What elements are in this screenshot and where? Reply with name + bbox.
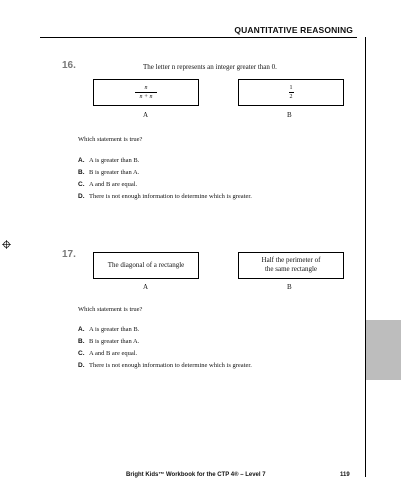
fraction-bar [135, 92, 157, 93]
option-letter: B. [78, 169, 85, 176]
option-text: A and B are equal. [89, 181, 138, 188]
quantity-b-label: B [287, 283, 292, 291]
quantity-b-line-1: Half the perimeter of [261, 256, 321, 264]
option-text: A and B are equal. [89, 350, 138, 357]
quantity-b-box [238, 79, 344, 106]
quantity-b-line-2: the same rectangle [264, 265, 318, 273]
quantity-b-box [238, 252, 344, 279]
fraction-denominator: 2 [289, 94, 293, 100]
fraction-numerator: n [144, 85, 148, 91]
footer-book-title: Bright Kids™ Workbook for the CTP 4® – Level 7 [126, 472, 266, 478]
option-letter: A. [78, 326, 85, 333]
fraction-numerator: 1 [289, 85, 293, 91]
option-letter: D. [78, 193, 85, 200]
fraction-bar [289, 92, 294, 93]
option-text: B is greater than A. [89, 338, 140, 345]
quantity-a-text: The diagonal of a rectangle [107, 261, 185, 269]
question-16-number: 16. [62, 60, 76, 71]
question-17-options [78, 324, 252, 372]
fraction-denominator: n + n [139, 94, 153, 100]
quantity-b-label: B [287, 111, 292, 119]
quantity-a-box [93, 79, 199, 106]
quantity-a-label: A [143, 111, 149, 119]
option-letter: C. [78, 350, 85, 357]
question-16-options [78, 155, 252, 203]
option-letter: D. [78, 362, 85, 369]
page-number: 119 [340, 472, 350, 478]
option-text: B is greater than A. [89, 169, 140, 176]
answer-option[interactable] [78, 348, 252, 360]
option-text: There is not enough information to determine which is greater. [89, 362, 252, 369]
quantity-a-box [93, 252, 199, 279]
question-17-number: 17. [62, 249, 76, 260]
answer-option[interactable] [78, 191, 252, 203]
answer-option[interactable] [78, 336, 252, 348]
question-16-stem: The letter n represents an integer greater than 0. [143, 63, 277, 71]
option-letter: A. [78, 157, 85, 164]
answer-option[interactable] [78, 324, 252, 336]
option-letter: B. [78, 338, 85, 345]
margin-rule [365, 37, 366, 477]
registration-mark-icon [2, 240, 11, 249]
section-thumb-tab [366, 320, 401, 380]
quantity-a-label: A [143, 283, 149, 291]
quantity-b-fraction [239, 84, 343, 101]
option-letter: C. [78, 181, 85, 188]
quantity-a-fraction [94, 84, 198, 101]
answer-option[interactable] [78, 167, 252, 179]
option-text: A is greater than B. [89, 157, 140, 164]
answer-option[interactable] [78, 155, 252, 167]
section-title: QUANTITATIVE REASONING [234, 25, 353, 35]
question-17-prompt: Which statement is true? [78, 306, 143, 313]
header-rule [40, 37, 357, 38]
question-16-prompt: Which statement is true? [78, 136, 143, 143]
answer-option[interactable] [78, 360, 252, 372]
option-text: A is greater than B. [89, 326, 140, 333]
option-text: There is not enough information to determine which is greater. [89, 193, 252, 200]
answer-option[interactable] [78, 179, 252, 191]
